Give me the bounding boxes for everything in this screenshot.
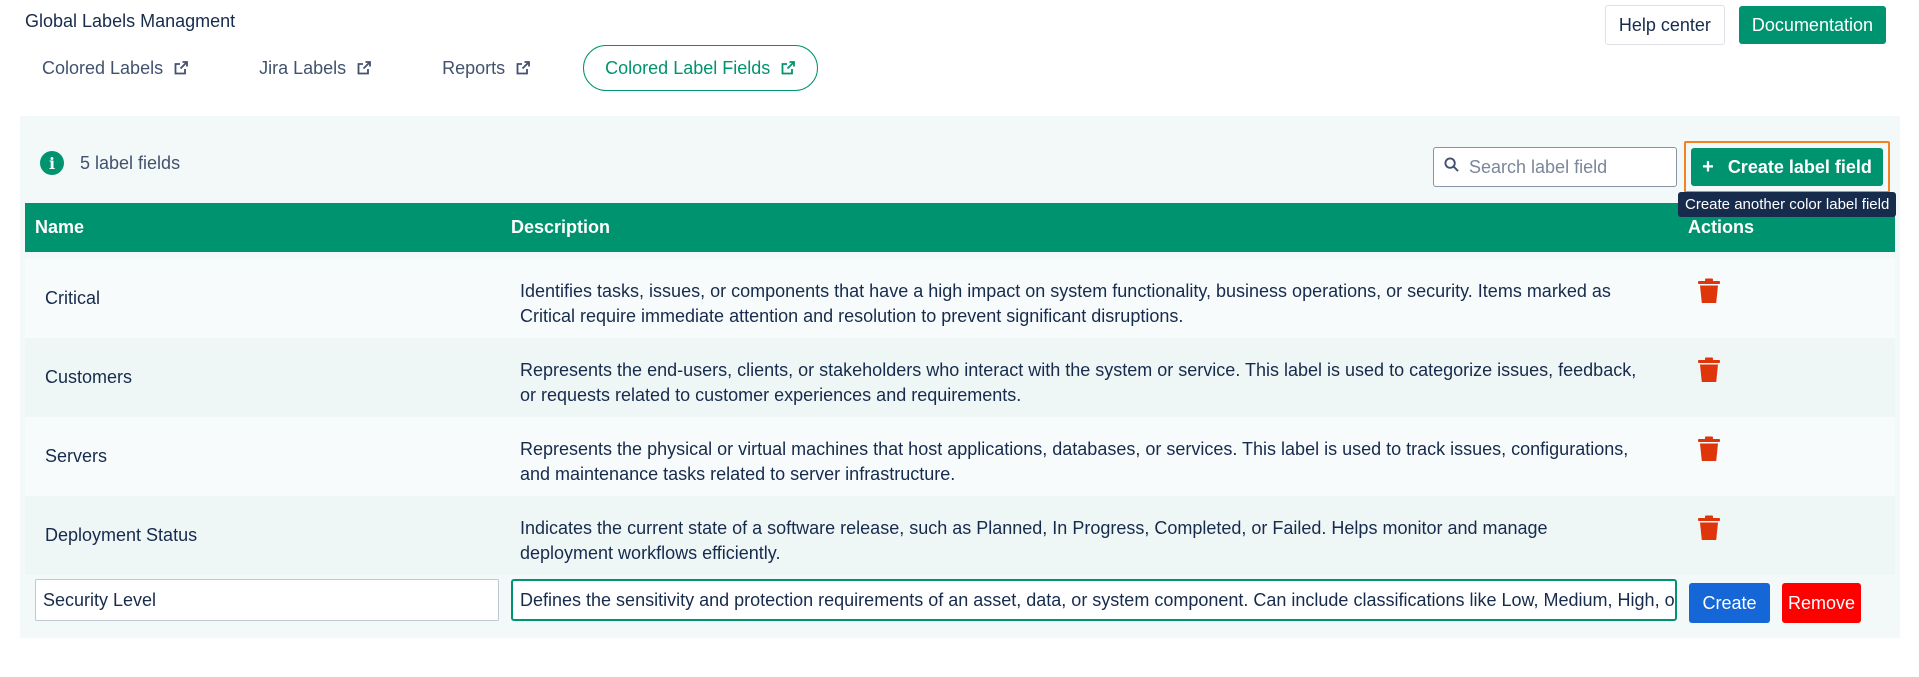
row-name: Deployment Status (45, 525, 198, 545)
header-actions (1605, 5, 1886, 45)
header-name: Name (35, 217, 85, 237)
row-description: Indicates the current state of a software release, such as Planned, In Progress, Completed, or Failed. Helps monitor and manage deployment workflows efficiently. (520, 518, 1548, 563)
external-link-icon (780, 60, 796, 76)
tab-label: Jira Labels (259, 57, 347, 78)
label-count-text: 5 label fields (80, 152, 181, 173)
table-header (25, 203, 1895, 252)
tab-label: Reports (442, 57, 506, 78)
external-link-icon (356, 60, 372, 76)
plus-icon: + (1702, 155, 1714, 178)
tab-reports[interactable] (424, 45, 549, 91)
trash-icon[interactable] (1697, 436, 1721, 464)
info-icon: i (40, 151, 64, 175)
search-icon (1444, 157, 1459, 177)
create-button-focus-ring (1684, 141, 1890, 193)
search-input[interactable] (1469, 157, 1659, 178)
external-link-icon (515, 60, 531, 76)
search-box[interactable] (1433, 147, 1677, 187)
row-description: Identifies tasks, issues, or components that have a high impact on system functionality, business operations, or security. Items marked as Critical require immediate attention and resolution to prevent significant disruptions. (520, 281, 1611, 326)
trash-icon[interactable] (1697, 515, 1721, 543)
row-name: Customers (45, 367, 133, 387)
app-title: Global Labels Managment (25, 11, 236, 31)
trash-icon[interactable] (1697, 278, 1721, 306)
new-name-field[interactable] (35, 579, 499, 621)
help-center-button[interactable]: Help center (1605, 5, 1725, 45)
row-name: Servers (45, 446, 108, 466)
table-row (25, 496, 1895, 575)
table-row (25, 338, 1895, 417)
new-description-field[interactable] (511, 579, 1677, 621)
tab-jira-labels[interactable] (241, 45, 390, 91)
tab-bar (24, 45, 852, 91)
create-button-tooltip: Create another color label field (1678, 192, 1896, 217)
row-name: Critical (45, 288, 101, 308)
tab-colored-labels[interactable] (24, 45, 207, 91)
documentation-button[interactable]: Documentation (1739, 6, 1886, 44)
tab-colored-label-fields[interactable] (583, 45, 818, 91)
trash-icon[interactable] (1697, 357, 1721, 385)
label-count (40, 151, 180, 175)
create-button[interactable]: Create (1689, 583, 1770, 623)
table-row (25, 417, 1895, 496)
create-label-field-button[interactable] (1691, 148, 1883, 186)
header-description: Description (511, 217, 611, 237)
tab-label: Colored Labels (42, 57, 164, 78)
new-label-field-row (25, 571, 1895, 627)
row-description: Represents the end-users, clients, or stakeholders who interact with the system or service. This label is used to categorize issues, feedback, or requests related to customer experiences and requirements. (520, 360, 1637, 405)
header-actions: Actions (1688, 217, 1755, 237)
row-description: Represents the physical or virtual machines that host applications, databases, or services. This label is used to track issues, configurations, and maintenance tasks related to server infrastructure. (520, 439, 1629, 484)
tab-label: Colored Label Fields (605, 57, 771, 78)
external-link-icon (173, 60, 189, 76)
table-row (25, 259, 1895, 338)
remove-button[interactable]: Remove (1782, 583, 1861, 623)
create-label-field-text: Create label field (1727, 156, 1872, 177)
